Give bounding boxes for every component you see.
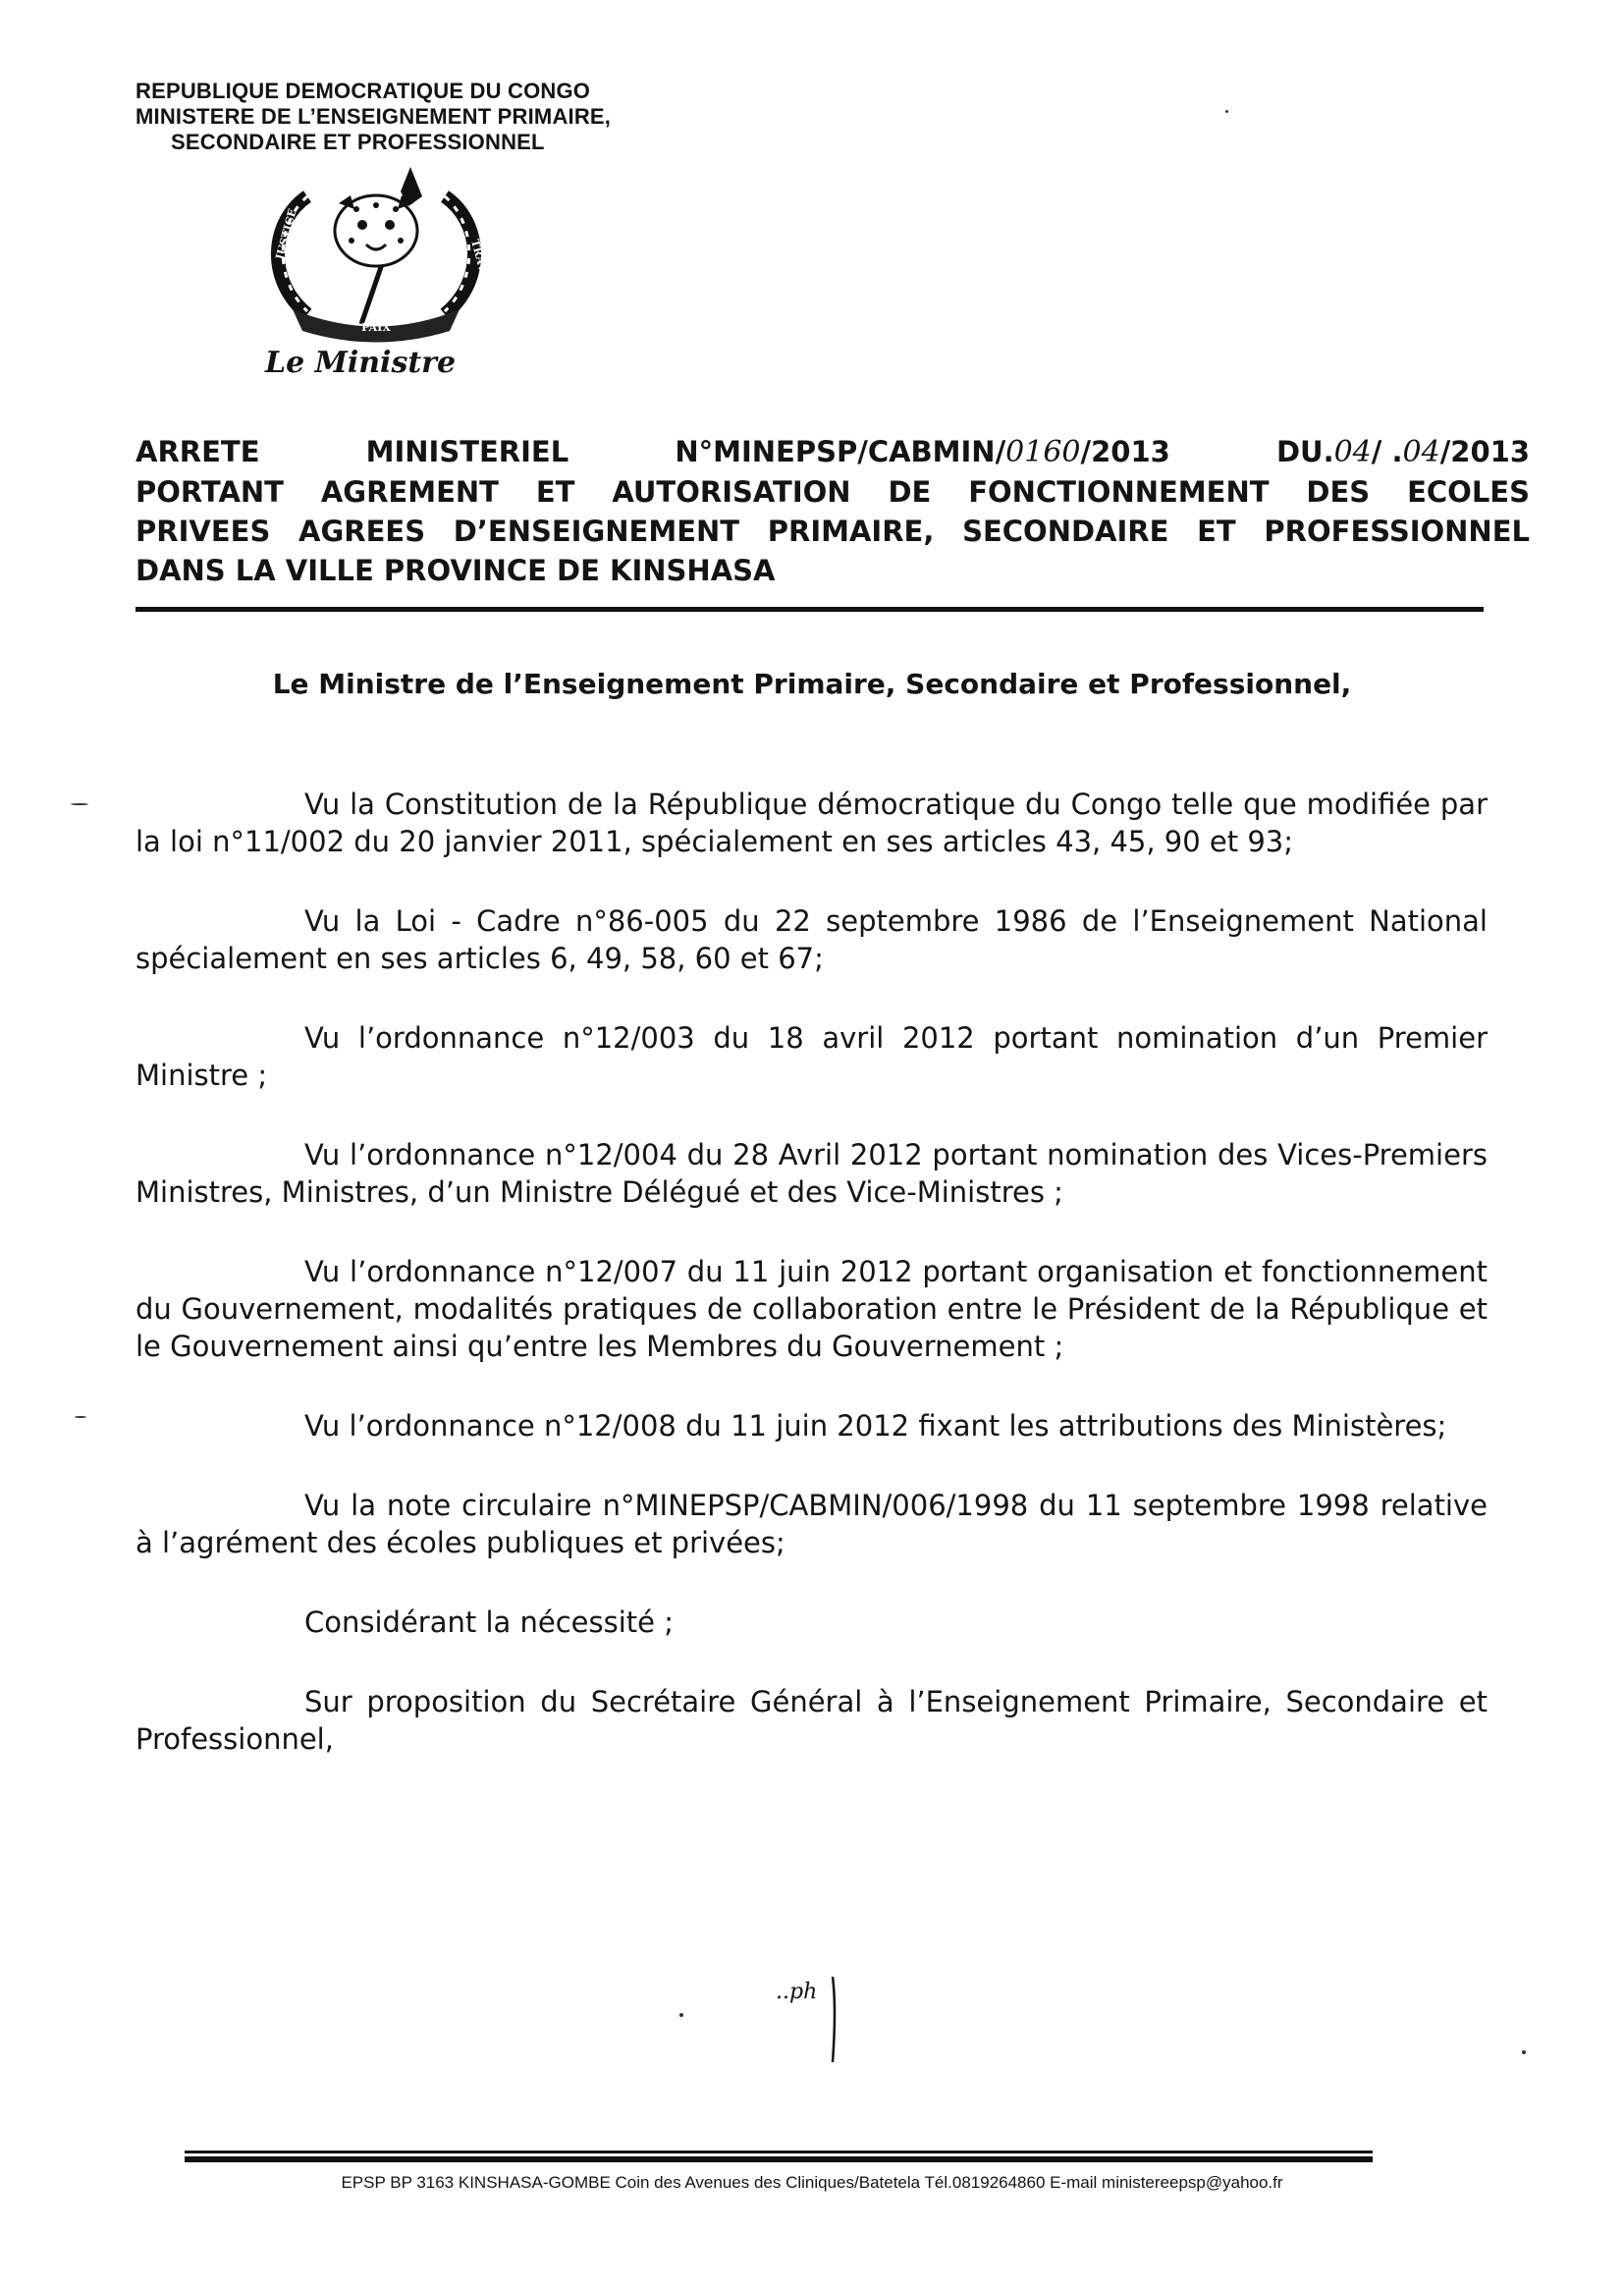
decree-title-line3: PRIVEES AGREES D’ENSEIGNEMENT PRIMAIRE, SECONDAIRE ET PROFESSIONNEL	[135, 515, 1530, 548]
handwritten-month: 04	[1402, 435, 1440, 469]
date-suffix: /2013	[1439, 435, 1530, 468]
scan-speck	[1522, 2050, 1526, 2054]
letterhead-republic: REPUBLIQUE DEMOCRATIQUE DU CONGO	[135, 79, 591, 103]
preamble-paragraph: Considérant la nécessité ;	[304, 1606, 674, 1639]
footer-divider-thick	[185, 2156, 1373, 2162]
preamble	[135, 786, 1488, 1800]
emblem-motto-bottom: PAIX	[361, 321, 391, 334]
letterhead	[135, 79, 611, 155]
initials-text: ..ph	[776, 1980, 818, 2004]
minister-signature-label: Le Ministre	[265, 346, 457, 380]
preamble-paragraph: Vu l’ordonnance n°12/007 du 11 juin 2012 portant organisation et fonctionnement du Gouvernement, modalités pratiques de collaboration entre le Président de la République et le Gouvernement ainsi qu’entre les Membres du Gouvernement ;	[135, 1255, 1488, 1363]
coat-of-arms-icon	[253, 162, 499, 349]
decree-reference	[675, 432, 1170, 472]
handwritten-day: 04	[1333, 435, 1372, 469]
letterhead-ministry-cont: SECONDAIRE ET PROFESSIONNEL	[171, 130, 545, 154]
footer-divider-thin	[185, 2151, 1373, 2153]
letterhead-ministry: MINISTERE DE L’ENSEIGNEMENT PRIMAIRE,	[135, 104, 612, 129]
preamble-paragraph: Sur proposition du Secrétaire Général à l’Enseignement Primaire, Secondaire et Professionnel,	[135, 1685, 1488, 1756]
date-prefix: DU.	[1275, 435, 1334, 468]
preamble-paragraph: Vu la Constitution de la République démocratique du Congo telle que modifiée par la loi n°11/002 du 20 janvier 2011, spécialement en ses articles 43, 45, 90 et 93;	[135, 788, 1488, 858]
decree-reference-line	[135, 432, 1530, 472]
footer-address: EPSP BP 3163 KINSHASA-GOMBE Coin des Avenues des Cliniques/Batetela Tél.0819264860 E-mail ministereepsp@yahoo.fr	[341, 2173, 1283, 2192]
scan-speck	[679, 2013, 683, 2017]
scan-speck	[75, 1416, 86, 1418]
decree-title-line2: PORTANT AGREMENT ET AUTORISATION DE FONCTIONNEMENT DES ECOLES	[135, 475, 1530, 509]
emblem-motto-left: JUSTICE	[273, 207, 299, 261]
date-sep: / .	[1371, 435, 1403, 468]
decree-date	[1276, 432, 1530, 472]
title-word-ministeriel: MINISTERIEL	[365, 435, 569, 468]
scan-speck	[1225, 110, 1228, 113]
emblem-motto-right: TRAVAIL	[468, 238, 495, 294]
title-divider	[135, 607, 1484, 612]
preamble-paragraph: Vu la note circulaire n°MINEPSP/CABMIN/006/1998 du 11 septembre 1998 relative à l’agrément des écoles publiques et privées;	[135, 1489, 1488, 1559]
scan-speck	[71, 803, 88, 805]
preamble-paragraph: Vu l’ordonnance n°12/004 du 28 Avril 2012 portant nomination des Vices-Premiers Ministres, Ministres, d’un Ministre Délégué et des Vice-Ministres ;	[135, 1138, 1488, 1209]
title-word-arrete: ARRETE	[135, 435, 260, 468]
ref-prefix: N°MINEPSP/CABMIN/	[675, 435, 1006, 468]
preamble-paragraph: Vu l’ordonnance n°12/003 du 18 avril 2012 portant nomination d’un Premier Ministre ;	[135, 1021, 1488, 1092]
initials-mark-icon	[776, 1969, 854, 2067]
decree-title-line4: DANS LA VILLE PROVINCE DE KINSHASA	[135, 554, 776, 587]
minister-heading: Le Ministre de l’Enseignement Primaire, Secondaire et Professionnel,	[272, 668, 1352, 700]
preamble-paragraph: Vu la Loi - Cadre n°86-005 du 22 septembre 1986 de l’Enseignement National spécialement en ses articles 6, 49, 58, 60 et 67;	[135, 904, 1488, 975]
handwritten-ref-number: 0160	[1005, 435, 1081, 469]
decree-title	[135, 432, 1530, 590]
preamble-paragraph: Vu l’ordonnance n°12/008 du 11 juin 2012 fixant les attributions des Ministères;	[304, 1409, 1447, 1443]
ref-suffix: /2013	[1080, 435, 1170, 468]
